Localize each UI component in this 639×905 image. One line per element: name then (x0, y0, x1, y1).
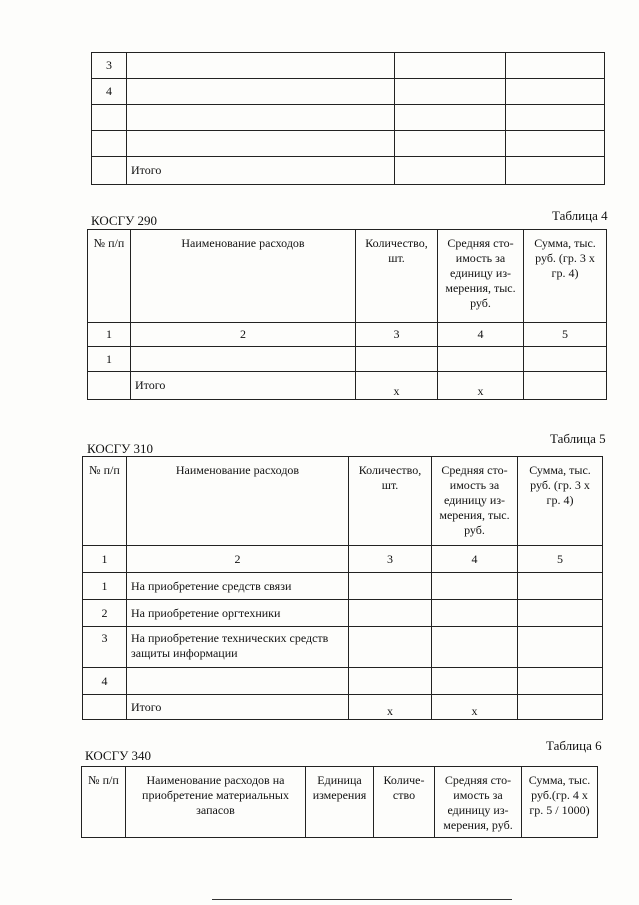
table-5 (82, 456, 603, 720)
header-cell-name: Наименование расходов (131, 230, 356, 323)
table-cell (432, 600, 518, 627)
row-number: 3 (83, 627, 127, 668)
table-row (92, 105, 605, 131)
total-row (88, 372, 607, 400)
header-cell-sum: Сумма, тыс. руб. (гр. 3 х гр. 4) (518, 457, 603, 546)
expense-name-cell (131, 347, 356, 372)
table-cell (518, 695, 603, 720)
row-number: 1 (88, 347, 131, 372)
table-cell (518, 573, 603, 600)
column-number: 3 (349, 546, 432, 573)
table-header-row (88, 230, 607, 323)
section-title-kosgu-310: КОСГУ 310 (87, 441, 154, 456)
quantity-cell (356, 347, 438, 372)
table-cell (88, 372, 131, 400)
header-cell-quantity: Количество, шт. (356, 230, 438, 323)
header-cell-sum: Сумма, тыс. руб.(гр. 4 х гр. 5 / 1000) (522, 767, 598, 838)
table-label-6: Таблица 6 (546, 738, 602, 753)
expense-name-cell (127, 79, 395, 105)
expense-name-cell (127, 105, 395, 131)
table-cell (432, 668, 518, 695)
section-title-kosgu-290: КОСГУ 290 (91, 213, 158, 228)
header-cell-average-cost: Средняя сто-имость за единицу из-мерения, тыс. руб. (432, 457, 518, 546)
row-number: 3 (92, 53, 127, 79)
table-row (92, 131, 605, 157)
column-number: 3 (356, 323, 438, 347)
table-row (88, 347, 607, 372)
table-row (83, 668, 603, 695)
expense-name-cell: На приобретение средств связи (127, 573, 349, 600)
header-cell-name: Наименование расходов (127, 457, 349, 546)
header-cell-quantity: Количе-ство (374, 767, 435, 838)
total-row (83, 695, 603, 720)
table-row (83, 627, 603, 668)
average-cost-cell (438, 347, 524, 372)
header-cell-number: № п/п (82, 767, 126, 838)
column-number: 2 (127, 546, 349, 573)
total-label: Итого (131, 372, 356, 400)
table-cell (395, 79, 506, 105)
table-cell (349, 668, 432, 695)
column-number: 2 (131, 323, 356, 347)
table-cell (506, 105, 605, 131)
total-quantity: х (356, 372, 438, 400)
table-header-row (83, 457, 603, 546)
header-cell-average-cost: Средняя сто-имость за единицу из-мерения, тыс. руб. (438, 230, 524, 323)
total-quantity: х (349, 695, 432, 720)
table-label-4: Таблица 4 (552, 208, 608, 223)
table-cell (349, 627, 432, 668)
row-number: 4 (92, 79, 127, 105)
column-number: 4 (432, 546, 518, 573)
table-cell (524, 372, 607, 400)
table-label-5: Таблица 5 (550, 431, 606, 446)
table-cell (395, 53, 506, 79)
expense-name-cell (127, 668, 349, 695)
table-cell (349, 573, 432, 600)
total-average-cost: х (438, 372, 524, 400)
table-cell (506, 79, 605, 105)
header-cell-number: № п/п (88, 230, 131, 323)
total-row (92, 157, 605, 185)
expense-name-cell: На приобретение технических средств защиты информации (127, 627, 349, 668)
table-cell (395, 157, 506, 185)
column-number-row (88, 323, 607, 347)
total-label: Итого (127, 695, 349, 720)
top-table (91, 52, 605, 185)
section-title-kosgu-340: КОСГУ 340 (85, 748, 152, 763)
table-cell (518, 600, 603, 627)
table-cell (395, 131, 506, 157)
column-number: 5 (518, 546, 603, 573)
header-cell-number: № п/п (83, 457, 127, 546)
column-number: 1 (88, 323, 131, 347)
row-number (92, 105, 127, 131)
column-number: 4 (438, 323, 524, 347)
row-number: 4 (83, 668, 127, 695)
row-number: 1 (83, 573, 127, 600)
page-bottom-rule (212, 899, 512, 900)
expense-name-cell (127, 53, 395, 79)
row-number (92, 131, 127, 157)
header-cell-name: Наименование расходов на приобретение материальных запасов (126, 767, 306, 838)
header-cell-average-cost: Средняя сто-имость за единицу из-мерения, руб. (435, 767, 522, 838)
table-header-row (82, 767, 598, 838)
table-cell (432, 627, 518, 668)
total-label: Итого (127, 157, 395, 185)
total-average-cost: х (432, 695, 518, 720)
column-number: 5 (524, 323, 607, 347)
table-cell (518, 668, 603, 695)
table-4 (87, 229, 607, 400)
table-cell (506, 131, 605, 157)
table-cell (83, 695, 127, 720)
header-cell-sum: Сумма, тыс. руб. (гр. 3 х гр. 4) (524, 230, 607, 323)
table-cell (349, 600, 432, 627)
table-cell (395, 105, 506, 131)
header-cell-quantity: Количество, шт. (349, 457, 432, 546)
table-cell (506, 53, 605, 79)
column-number-row (83, 546, 603, 573)
table-6 (81, 766, 598, 838)
table-row (92, 79, 605, 105)
column-number: 1 (83, 546, 127, 573)
table-cell (506, 157, 605, 185)
table-row (83, 600, 603, 627)
row-number: 2 (83, 600, 127, 627)
table-row (92, 53, 605, 79)
row-number (92, 157, 127, 185)
expense-name-cell (127, 131, 395, 157)
table-cell (432, 573, 518, 600)
table-row (83, 573, 603, 600)
expense-name-cell: На приобретение оргтехники (127, 600, 349, 627)
header-cell-unit: Единица измерения (306, 767, 374, 838)
table-cell (518, 627, 603, 668)
sum-cell (524, 347, 607, 372)
